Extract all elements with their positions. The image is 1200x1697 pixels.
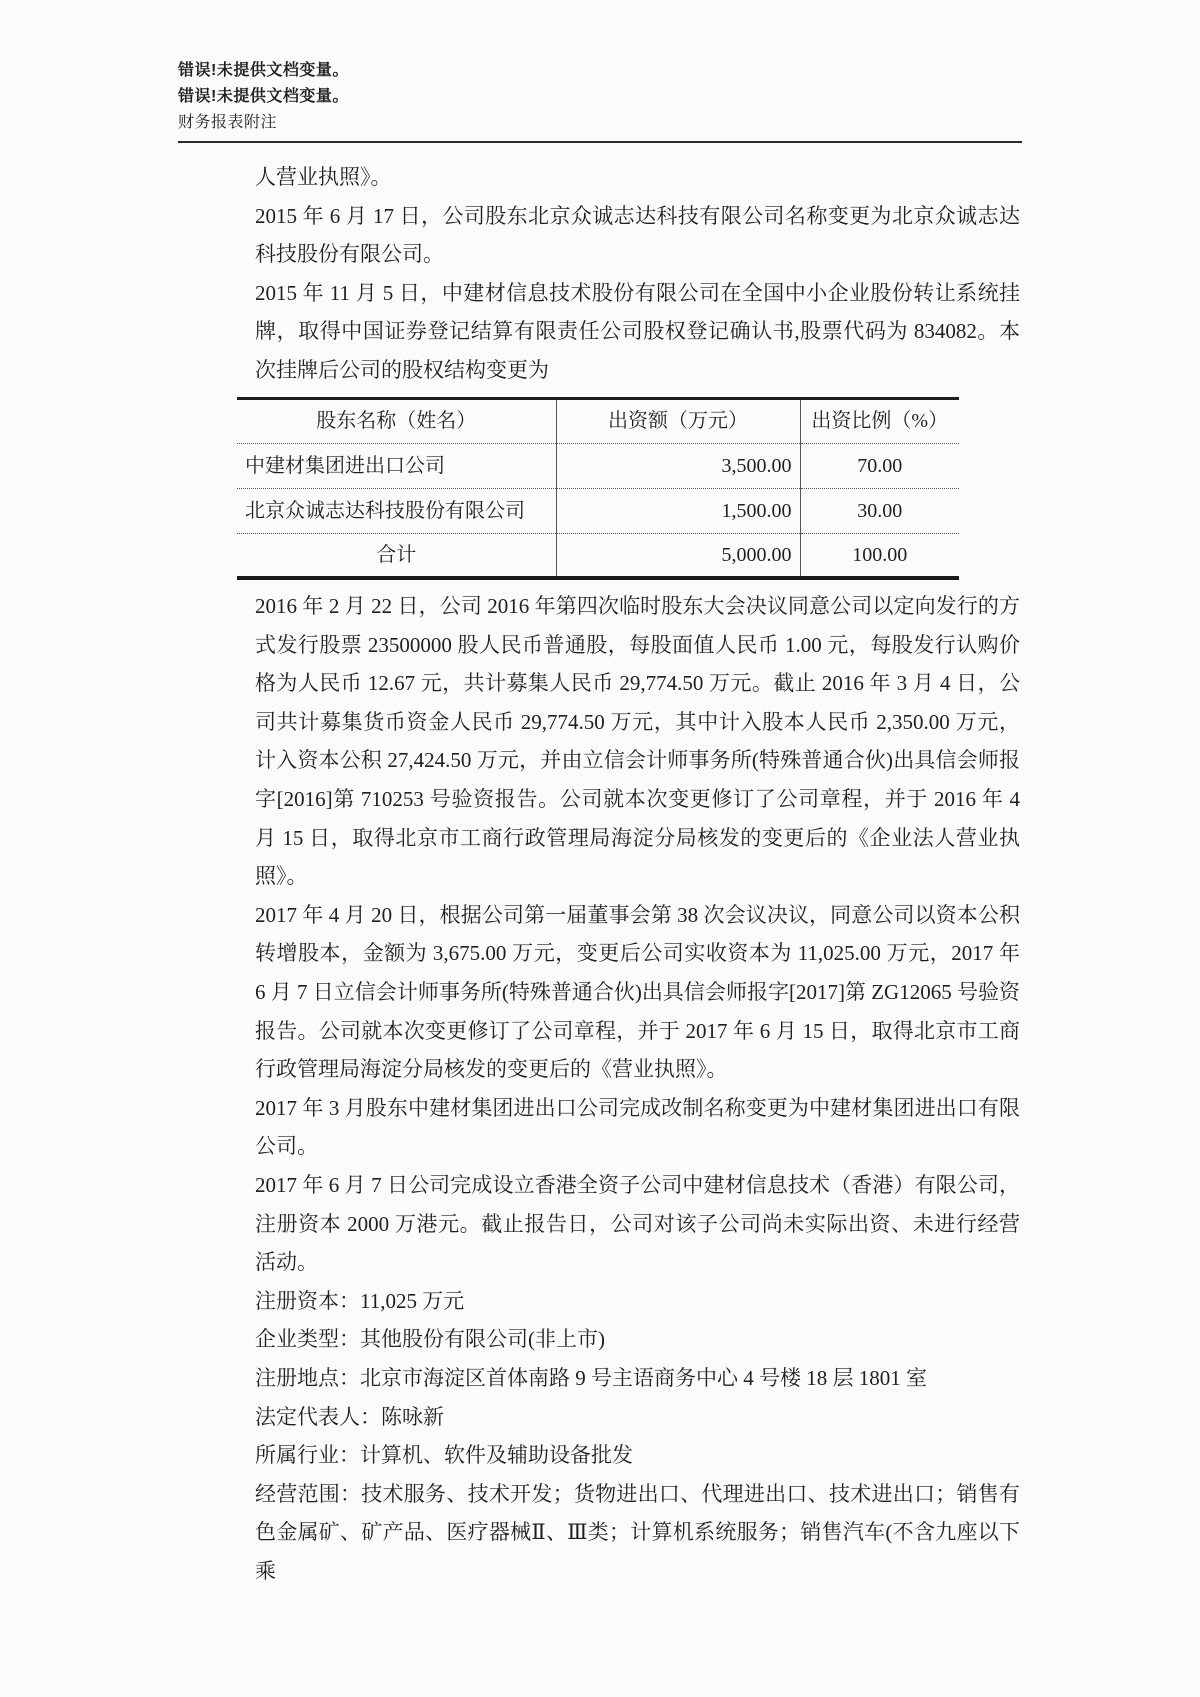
total-amount-cell: 5,000.00 <box>556 533 800 578</box>
body-paragraph-2017-03: 2017 年 3 月股东中建材集团进出口公司完成改制名称变更为中建材集团进出口有限公司。 <box>255 1095 1020 1159</box>
header-error-line-1: 错误!未提供文档变量。 <box>178 62 349 79</box>
page-header <box>0 0 1200 143</box>
body-paragraph-2015-11-05: 2015 年 11 月 5 日，中建材信息技术股份有限公司在全国中小企业股份转让系统挂牌，取得中国证券登记结算有限责任公司股权登记确认书,股票代码为 834082。本次挂牌后公司的股权结构变更为 <box>255 280 1020 382</box>
business-scope-line: 经营范围：技术服务、技术开发；货物进出口、代理进出口、技术进出口；销售有色金属矿、矿产品、医疗器械Ⅱ、Ⅲ类；计算机系统服务；销售汽车(不含九座以下乘 <box>255 1481 1020 1583</box>
body-paragraph-2017-04-20: 2017 年 4 月 20 日，根据公司第一届董事会第 38 次会议决议，同意公司以资本公积转增股本，金额为 3,675.00 万元，变更后公司实收资本为 11,025.00 万元，2017 年 6 月 7 日立信会计师事务所(特殊普通合伙)出具信会师报字[2017]第 ZG12065 号验资报告。公司就本次变更修订了公司章程，并于 2017 年 6 月 15 日，取得北京市工商行政管理局海淀分局核发的变更后的《营业执照》。 <box>255 902 1020 1082</box>
header-doc-title: 财务报表附注 <box>178 114 278 131</box>
industry-line: 所属行业：计算机、软件及辅助设备批发 <box>255 1443 633 1468</box>
body-paragraph-2017-06-07: 2017 年 6 月 7 日公司完成设立香港全资子公司中建材信息技术（香港）有限公司，注册资本 2000 万港元。截止报告日，公司对该子公司尚未实际出资、未进行经营活动。 <box>255 1172 1020 1275</box>
header-error-line-2: 错误!未提供文档变量。 <box>178 88 349 105</box>
registered-address-line: 注册地点：北京市海淀区首体南路 9 号主语商务中心 4 号楼 18 层 1801 室 <box>255 1365 927 1390</box>
total-label-cell: 合计 <box>237 533 556 578</box>
column-header-contribution-amount: 出资额（万元） <box>556 398 800 443</box>
table-row <box>237 488 959 533</box>
shareholder-name-cell: 北京众诚志达科技股份有限公司 <box>237 488 556 533</box>
column-header-contribution-ratio: 出资比例（%） <box>800 398 959 443</box>
contribution-ratio-cell: 30.00 <box>800 488 959 533</box>
column-header-shareholder-name: 股东名称（姓名） <box>237 398 556 443</box>
contribution-ratio-cell: 70.00 <box>800 443 959 488</box>
header-rule <box>178 141 1022 143</box>
table-row <box>237 443 959 488</box>
registered-capital-line: 注册资本：11,025 万元 <box>255 1288 465 1313</box>
total-ratio-cell: 100.00 <box>800 533 959 578</box>
enterprise-type-line: 企业类型：其他股份有限公司(非上市) <box>255 1327 605 1352</box>
shareholder-name-cell: 中建材集团进出口公司 <box>237 443 556 488</box>
contribution-amount-cell: 1,500.00 <box>556 488 800 533</box>
equity-structure-table <box>237 397 959 581</box>
body-paragraph-2015-06-17: 2015 年 6 月 17 日，公司股东北京众诚志达科技有限公司名称变更为北京众诚志达科技股份有限公司。 <box>255 203 1020 267</box>
body-paragraph-continuation: 人营业执照》。 <box>255 165 392 189</box>
legal-representative-line: 法定代表人：陈咏新 <box>255 1404 444 1429</box>
table-total-row <box>237 533 959 578</box>
contribution-amount-cell: 3,500.00 <box>556 443 800 488</box>
table-header-row <box>237 398 959 443</box>
document-body <box>245 158 1020 1591</box>
body-paragraph-2016-02-22: 2016 年 2 月 22 日，公司 2016 年第四次临时股东大会决议同意公司以定向发行的方式发行股票 23500000 股人民币普通股，每股面值人民币 1.00 元，每股发行认购价格为人民币 12.67 元，共计募集人民币 29,774.50 万元。截止 2016 年 3 月 4 日，公司共计募集货币资金人民币 29,774.50 万元，其中计入股本人民币 2,350.00 万元，计入资本公积 27,424.50 万元，并由立信会计师事务所(特殊普通合伙)出具信会师报字[2016]第 710253 号验资报告。公司就本次变更修订了公司章程，并于 2016 年 4 月 15 日，取得北京市工商行政管理局海淀分局核发的变更后的《企业法人营业执照》。 <box>255 594 1020 889</box>
